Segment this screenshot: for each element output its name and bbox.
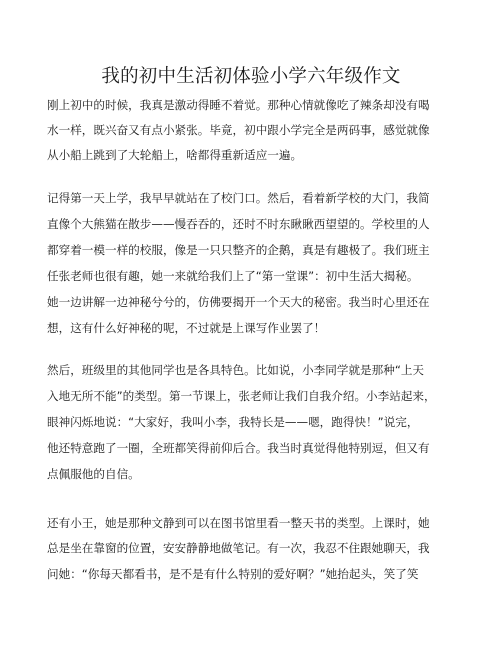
text-line: 总是坐在靠窗的位置，安安静静地做笔记。有一次，我忍不住跟她聊天，我 bbox=[47, 541, 430, 555]
text-line: 她一边讲解一边神秘兮兮的，仿佛要揭开一个天大的秘密。我当时心里还在 bbox=[47, 295, 430, 309]
text-line: 点佩服他的自信。 bbox=[47, 467, 140, 481]
text-line: 入地无所不能”的类型。第一节课上，张老师让我们自我介绍。小李站起来， bbox=[47, 389, 436, 403]
text-line: 问她：“你每天都看书，是不是有什么特别的爱好啊？”她抬起头，笑了笑 bbox=[47, 567, 419, 581]
text-line: 记得第一天上学，我早早就站在了校门口。然后，看着新学校的大门，我简 bbox=[47, 191, 430, 205]
text-line: 眼神闪烁地说：“大家好，我叫小李，我特长是——嗯，跑得快！”说完， bbox=[47, 415, 419, 429]
text-line: 直像个大熊猫在散步——慢吞吞的，还时不时东瞅瞅西望望的。学校里的人 bbox=[47, 217, 430, 231]
text-line: 水一样，既兴奋又有点小紧张。毕竟，初中跟小学完全是两码事，感觉就像 bbox=[47, 123, 430, 137]
text-line: 都穿着一模一样的校服，像是一只只整齐的企鹅，真是有趣极了。我们班主 bbox=[47, 243, 430, 257]
text-line: 从小船上跳到了大轮船上，啥都得重新适应一遍。 bbox=[47, 148, 303, 162]
text-line: 他还特意跑了一圈，全班都笑得前仰后合。我当时真觉得他特别逗，但又有 bbox=[47, 441, 430, 455]
text-line: 想，这有什么好神秘的呢，不过就是上课写作业罢了！ bbox=[47, 321, 326, 335]
text-line: 任张老师也很有趣，她一来就给我们上了“第一堂课”：初中生活大揭秘。 bbox=[47, 269, 419, 283]
text-line: 然后，班级里的其他同学也是各具特色。比如说，小李同学就是那种“上天 bbox=[47, 363, 425, 377]
text-line: 刚上初中的时候，我真是激动得睡不着觉。那种心情就像吃了辣条却没有喝 bbox=[47, 98, 430, 112]
text-line: 还有小王，她是那种文静到可以在图书馆里看一整天书的类型。上课时，她 bbox=[47, 516, 430, 530]
document-title: 我的初中生活初体验小学六年级作文 bbox=[101, 66, 401, 87]
